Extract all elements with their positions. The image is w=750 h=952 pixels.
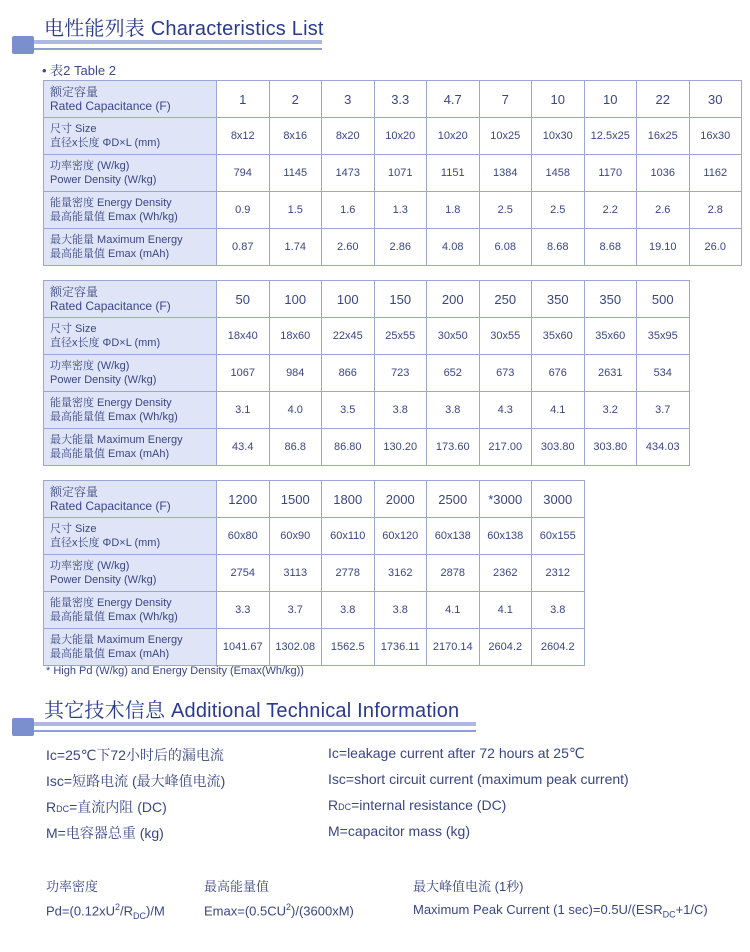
table-cell: 3.7 [637, 392, 690, 429]
row-header-line: 能量密度 Energy Density [50, 197, 172, 209]
section-rule [12, 36, 322, 58]
info-rdc-cn [46, 797, 167, 817]
table-cell: 1041.67 [217, 629, 270, 666]
formula-pd-part: /R [120, 903, 134, 919]
table-cell: 1.6 [322, 192, 375, 229]
rated-capacitance-row [44, 281, 690, 318]
table-cell: 6.08 [479, 229, 532, 266]
characteristics-table-1 [43, 80, 742, 266]
table-cell: 10x25 [479, 118, 532, 155]
table-cell: 1067 [217, 355, 270, 392]
table-cell: 4.1 [427, 592, 480, 629]
table-cell: 303.80 [532, 429, 585, 466]
table-cell: 1170 [584, 155, 637, 192]
table-cell: 130.20 [374, 429, 427, 466]
table-cell: 60x80 [217, 518, 270, 555]
formula-pd-sup: 2 [115, 902, 121, 912]
row-header-line: 尺寸 Size [50, 523, 97, 535]
row-header-line: 能量密度 Energy Density [50, 397, 172, 409]
table-cell: 150 [374, 281, 427, 318]
section-rule [12, 718, 477, 740]
table-cell: 1.74 [269, 229, 322, 266]
table-cell: 3113 [269, 555, 322, 592]
info-rdc-en [328, 797, 506, 813]
table-cell: 1736.11 [374, 629, 427, 666]
row-header [44, 481, 217, 518]
table-cell: 1458 [532, 155, 585, 192]
power-density-row [44, 355, 690, 392]
table-cell: 4.3 [479, 392, 532, 429]
formula-emax [204, 902, 354, 918]
table-cell: 0.9 [217, 192, 270, 229]
row-header-line: Rated Capacitance (F) [50, 299, 171, 313]
table-cell: 10x30 [532, 118, 585, 155]
power-density-row [44, 555, 585, 592]
row-header-line: 尺寸 Size [50, 323, 97, 335]
row-header-line: 最大能量 Maximum Energy [50, 634, 183, 646]
rule-line [34, 48, 322, 50]
table-cell: 26.0 [689, 229, 742, 266]
row-header-line: Power Density (W/kg) [50, 374, 157, 386]
info-rdc-cn-text: =直流内阻 (DC) [69, 799, 167, 815]
table-cell: 4.1 [532, 392, 585, 429]
table-cell: 1.5 [269, 192, 322, 229]
row-header-line: 功率密度 (W/kg) [50, 560, 130, 572]
table-cell: 652 [427, 355, 480, 392]
row-header-line: 最高能量值 Emax (Wh/kg) [50, 211, 178, 223]
table-cell: 3.7 [269, 592, 322, 629]
formula-peak-sub: DC [662, 909, 676, 920]
row-header-line: 额定容量 [50, 85, 99, 99]
table-cell: 12.5x25 [584, 118, 637, 155]
formula-power-density [46, 902, 165, 921]
table-cell: 18x60 [269, 318, 322, 355]
formula-label-emax: 最高能量值 [204, 879, 270, 894]
row-header [44, 629, 217, 666]
formula-pd-part: Pd=(0.12xU [46, 903, 116, 919]
row-header [44, 81, 217, 118]
table-cell: 1500 [269, 481, 322, 518]
table-cell: 3.5 [322, 392, 375, 429]
table-cell: 4.08 [427, 229, 480, 266]
table-cell: 30x50 [427, 318, 480, 355]
info-rdc-cn-subscript: DC [56, 804, 70, 814]
table-cell: 350 [532, 281, 585, 318]
table-cell: 1.3 [374, 192, 427, 229]
table-cell: 2.6 [637, 192, 690, 229]
info-m-en: M=capacitor mass (kg) [328, 823, 470, 839]
table-cell: 2.2 [584, 192, 637, 229]
table-cell: 4.7 [427, 81, 480, 118]
row-header-line: Power Density (W/kg) [50, 574, 157, 586]
table-cell: 22x45 [322, 318, 375, 355]
table-cell: 2.60 [322, 229, 375, 266]
table-cell: 2754 [217, 555, 270, 592]
table-cell: 984 [269, 355, 322, 392]
table-cell: 60x90 [269, 518, 322, 555]
table-cell: 673 [479, 355, 532, 392]
rule-line [34, 40, 322, 44]
table-cell: 866 [322, 355, 375, 392]
table-cell: 2631 [584, 355, 637, 392]
info-rdc-en-text: =internal resistance (DC) [351, 797, 507, 813]
table-cell: 1145 [269, 155, 322, 192]
row-header-line: 额定容量 [50, 485, 99, 499]
table-cell: 1071 [374, 155, 427, 192]
table-cell: 4.0 [269, 392, 322, 429]
table-cell: 3.1 [217, 392, 270, 429]
energy-density-row [44, 392, 690, 429]
table-cell: 1473 [322, 155, 375, 192]
maximum-energy-row [44, 229, 742, 266]
characteristics-table-3 [43, 480, 585, 666]
table-cell: 1 [217, 81, 270, 118]
table-cell: 16x25 [637, 118, 690, 155]
row-header-line: 功率密度 (W/kg) [50, 160, 130, 172]
row-header-line: Rated Capacitance (F) [50, 99, 171, 113]
table-cell: 100 [269, 281, 322, 318]
table-cell: 3.8 [532, 592, 585, 629]
row-header-line: 直径x长度 ΦD×L (mm) [50, 137, 161, 149]
section-title-additional-info: 其它技术信息 Additional Technical Information [44, 700, 460, 722]
rule-block-decoration [12, 718, 34, 736]
table-cell: 2.8 [689, 192, 742, 229]
formula-label-peak-current: 最大峰值电流 (1秒) [413, 879, 524, 894]
table-cell: 43.4 [217, 429, 270, 466]
table-cell: 86.8 [269, 429, 322, 466]
table-cell: 1200 [217, 481, 270, 518]
info-isc-en: Isc=short circuit current (maximum peak current) [328, 771, 629, 787]
table-cell: 2500 [427, 481, 480, 518]
formula-label-power-density: 功率密度 [46, 879, 99, 894]
table-cell: 25x55 [374, 318, 427, 355]
row-header [44, 555, 217, 592]
maximum-energy-row [44, 629, 585, 666]
row-header [44, 355, 217, 392]
table-footnote: * High Pd (W/kg) and Energy Density (Emax(Wh/kg)) [46, 665, 304, 677]
table-cell: 8.68 [532, 229, 585, 266]
table-cell: 8x16 [269, 118, 322, 155]
table-cell: 30 [689, 81, 742, 118]
table-cell: 60x120 [374, 518, 427, 555]
size-row [44, 318, 690, 355]
table-cell: 60x110 [322, 518, 375, 555]
row-header [44, 155, 217, 192]
table-cell: 2.5 [479, 192, 532, 229]
table-cell: 434.03 [637, 429, 690, 466]
table-cell: 3.2 [584, 392, 637, 429]
table-cell: 200 [427, 281, 480, 318]
formula-pd-sub: DC [133, 910, 147, 921]
table-cell: 217.00 [479, 429, 532, 466]
formula-peak-current [413, 902, 708, 920]
row-header [44, 118, 217, 155]
rule-block-decoration [12, 36, 34, 54]
formula-emax-part: Emax=(0.5CU [204, 903, 286, 919]
row-header [44, 592, 217, 629]
table-cell: 8x12 [217, 118, 270, 155]
energy-density-row [44, 192, 742, 229]
table-cell: 1151 [427, 155, 480, 192]
rated-capacitance-row [44, 481, 585, 518]
rule-line [34, 730, 476, 732]
row-header-line: 最高能量值 Emax (Wh/kg) [50, 611, 178, 623]
row-header-line: 最大能量 Maximum Energy [50, 434, 183, 446]
table-cell: 1.8 [427, 192, 480, 229]
table-cell: *3000 [479, 481, 532, 518]
formula-emax-sup: 2 [286, 902, 292, 912]
table-cell: 2.86 [374, 229, 427, 266]
table-cell: 10 [584, 81, 637, 118]
row-header-line: 最高能量值 Emax (mAh) [50, 648, 170, 660]
formula-peak-part: +1/C) [675, 902, 708, 917]
row-header [44, 429, 217, 466]
table-cell: 2000 [374, 481, 427, 518]
table-cell: 2.5 [532, 192, 585, 229]
info-ic-cn: Ic=25℃下72小时后的漏电流 [46, 747, 224, 763]
row-header-line: 额定容量 [50, 285, 99, 299]
table-cell: 3.8 [374, 392, 427, 429]
row-header-line: 最高能量值 Emax (Wh/kg) [50, 411, 178, 423]
row-header-line: 能量密度 Energy Density [50, 597, 172, 609]
formula-pd-part: )/M [146, 903, 165, 919]
row-header-line: 功率密度 (W/kg) [50, 360, 130, 372]
row-header-line: 直径x长度 ΦD×L (mm) [50, 337, 161, 349]
maximum-energy-row [44, 429, 690, 466]
table-cell: 350 [584, 281, 637, 318]
rule-line [34, 722, 476, 726]
table-cell: 250 [479, 281, 532, 318]
table-cell: 1036 [637, 155, 690, 192]
table-cell: 534 [637, 355, 690, 392]
table-cell: 10x20 [427, 118, 480, 155]
table-cell: 8.68 [584, 229, 637, 266]
info-isc-cn: Isc=短路电流 (最大峰值电流) [46, 773, 226, 789]
table-cell: 3.8 [427, 392, 480, 429]
table-cell: 86.80 [322, 429, 375, 466]
energy-density-row [44, 592, 585, 629]
row-header-line: 直径x长度 ΦD×L (mm) [50, 537, 161, 549]
table-cell: 60x138 [427, 518, 480, 555]
table-cell: 10x20 [374, 118, 427, 155]
row-header-line: Rated Capacitance (F) [50, 499, 171, 513]
table-cell: 60x155 [532, 518, 585, 555]
table-cell: 2362 [479, 555, 532, 592]
table-cell: 18x40 [217, 318, 270, 355]
table-cell: 2170.14 [427, 629, 480, 666]
table-cell: 16x30 [689, 118, 742, 155]
section-title-characteristics: 电性能列表 Characteristics List [44, 18, 324, 40]
table-cell: 1162 [689, 155, 742, 192]
row-header [44, 229, 217, 266]
power-density-row [44, 155, 742, 192]
table-cell: 3.3 [374, 81, 427, 118]
table-cell: 676 [532, 355, 585, 392]
table-cell: 1800 [322, 481, 375, 518]
table-cell: 3000 [532, 481, 585, 518]
formula-peak-part: Maximum Peak Current (1 sec)=0.5U/(ESR [413, 902, 663, 917]
table-cell: 35x95 [637, 318, 690, 355]
table-cell: 100 [322, 281, 375, 318]
table-cell: 723 [374, 355, 427, 392]
table-cell: 173.60 [427, 429, 480, 466]
table-cell: 2878 [427, 555, 480, 592]
row-header [44, 318, 217, 355]
rated-capacitance-row [44, 81, 742, 118]
table-cell: 8x20 [322, 118, 375, 155]
table-cell: 2604.2 [479, 629, 532, 666]
table-cell: 50 [217, 281, 270, 318]
row-header [44, 281, 217, 318]
table-cell: 35x60 [584, 318, 637, 355]
table-cell: 500 [637, 281, 690, 318]
table-cell: 3.8 [374, 592, 427, 629]
table-cell: 1384 [479, 155, 532, 192]
table-cell: 1302.08 [269, 629, 322, 666]
row-header-line: 最高能量值 Emax (mAh) [50, 448, 170, 460]
row-header-line: 尺寸 Size [50, 123, 97, 135]
table-caption: • 表2 Table 2 [42, 63, 116, 78]
table-cell: 794 [217, 155, 270, 192]
table-cell: 7 [479, 81, 532, 118]
table-cell: 3.8 [322, 592, 375, 629]
size-row [44, 118, 742, 155]
formula-emax-part: )/(3600xM) [291, 903, 354, 919]
table-cell: 19.10 [637, 229, 690, 266]
table-cell: 60x138 [479, 518, 532, 555]
table-cell: 2312 [532, 555, 585, 592]
table-cell: 10 [532, 81, 585, 118]
table-cell: 3 [322, 81, 375, 118]
row-header [44, 392, 217, 429]
table-cell: 1562.5 [322, 629, 375, 666]
row-header [44, 518, 217, 555]
table-cell: 0.87 [217, 229, 270, 266]
info-rdc-cn-prefix: R [46, 799, 57, 815]
row-header [44, 192, 217, 229]
row-header-line: 最大能量 Maximum Energy [50, 234, 183, 246]
size-row [44, 518, 585, 555]
info-m-cn: M=电容器总重 (kg) [46, 825, 164, 841]
table-cell: 303.80 [584, 429, 637, 466]
table-cell: 3162 [374, 555, 427, 592]
row-header-line: 最高能量值 Emax (mAh) [50, 248, 170, 260]
info-ic-en: Ic=leakage current after 72 hours at 25℃ [328, 745, 585, 761]
table-cell: 30x55 [479, 318, 532, 355]
table-cell: 35x60 [532, 318, 585, 355]
table-cell: 22 [637, 81, 690, 118]
info-rdc-en-subscript: DC [338, 802, 352, 812]
table-cell: 2604.2 [532, 629, 585, 666]
table-cell: 2 [269, 81, 322, 118]
info-rdc-en-prefix: R [328, 797, 339, 813]
table-cell: 2778 [322, 555, 375, 592]
table-cell: 4.1 [479, 592, 532, 629]
row-header-line: Power Density (W/kg) [50, 174, 157, 186]
table-cell: 3.3 [217, 592, 270, 629]
characteristics-table-2 [43, 280, 690, 466]
